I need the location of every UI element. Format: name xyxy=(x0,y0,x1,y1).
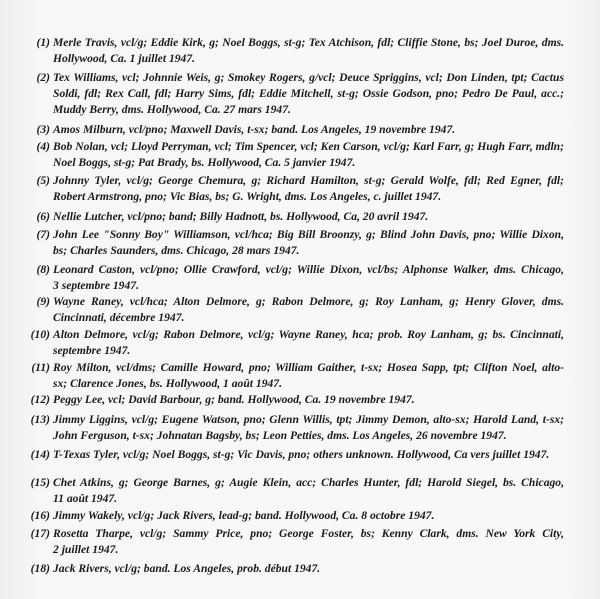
discography-entry xyxy=(26,412,564,444)
entry-number: (8) xyxy=(36,263,50,276)
entry-number: (14) xyxy=(30,448,50,461)
entry-number: (12) xyxy=(30,393,50,406)
entry-line: Robert Armstrong, pno; Vic Bias, bs; G. Wright, dms. Los Angeles, c. juillet 1947. xyxy=(53,190,442,203)
entry-text xyxy=(53,508,564,524)
entry-number: (3) xyxy=(36,123,50,136)
discography-entry xyxy=(26,508,564,524)
entry-line: Tex Williams, vcl; Johnnie Weis, g; Smokey Rogers, g/vcl; Deuce Spriggins, vcl; Don Linden, tpt; Cactus xyxy=(53,71,564,84)
discography-entry xyxy=(26,139,564,171)
entry-text xyxy=(53,227,564,259)
entry-line: Roy Milton, vcl/dms; Camille Howard, pno; William Gaither, t-sx; Hosea Sapp, tpt; Clifton Noel, alto- xyxy=(53,361,564,374)
entry-text xyxy=(53,173,564,205)
entry-line: bs; Charles Saunders, dms. Chicago, 28 mars 1947. xyxy=(53,244,300,257)
entry-line: 3 septembre 1947. xyxy=(53,279,139,292)
entry-line: Hollywood, Ca. 1 juillet 1947. xyxy=(53,52,196,65)
entry-line: Soldi, fdl; Rex Call, fdl; Harry Sims, fdl; Eddie Mitchell, st-g; Ossie Godson, pno; Pedro De Paul, acc.; xyxy=(53,87,564,100)
entry-number: (17) xyxy=(30,527,50,540)
entry-line: Rosetta Tharpe, vcl/g; Sammy Price, pno; George Foster, bs; Kenny Clark, dms. New York City, xyxy=(53,527,564,540)
discography-entry xyxy=(26,173,564,205)
entry-line: 11 août 1947. xyxy=(53,492,118,505)
entry-text xyxy=(53,475,564,507)
entry-text xyxy=(53,70,564,118)
discography-entry xyxy=(26,360,564,392)
entry-line: septembre 1947. xyxy=(53,344,131,357)
discography-entry xyxy=(26,35,564,67)
entry-number: (5) xyxy=(36,174,50,187)
entry-line: Bob Nolan, vcl; Lloyd Perryman, vcl; Tim Spencer, vcl; Ken Carson, vcl/g; Karl Farr, g; Hugh Farr, mdln; xyxy=(53,140,564,153)
entry-number: (16) xyxy=(30,509,50,522)
discography-entry xyxy=(26,475,564,507)
discography-entry xyxy=(26,392,564,408)
entry-text xyxy=(53,447,564,463)
discography-entry xyxy=(26,327,564,359)
discography-entry xyxy=(26,447,564,463)
entry-line: Jimmy Liggins, vcl/g; Eugene Watson, pno; Glenn Willis, tpt; Jimmy Demon, alto-sx; Harold Land, t-sx; xyxy=(53,413,564,426)
entry-line: Leonard Caston, vcl/pno; Ollie Crawford, vcl/g; Willie Dixon, vcl/bs; Alphonse Walker, dms. Chicago, xyxy=(53,263,564,276)
entry-text xyxy=(53,412,564,444)
entry-number: (18) xyxy=(30,562,50,575)
entry-number: (13) xyxy=(30,413,50,426)
entry-line: Alton Delmore, vcl/g; Rabon Delmore, vcl/g; Wayne Raney, hca; prob. Roy Lanham, g; bs. Cincinnati, xyxy=(53,328,564,341)
discography-entry xyxy=(26,262,564,294)
entry-number: (6) xyxy=(36,210,50,223)
entry-line: sx; Clarence Jones, bs. Hollywood, 1 août 1947. xyxy=(53,377,282,390)
discography-entry xyxy=(26,70,564,118)
entry-line: T-Texas Tyler, vcl/g; Noel Boggs, st-g; Vic Davis, pno; others unknown. Hollywood, Ca vers juillet 1947. xyxy=(53,448,550,461)
entry-line: Jack Rivers, vcl/g; band. Los Angeles, prob. début 1947. xyxy=(53,562,321,575)
entry-line: Nellie Lutcher, vcl/pno; band; Billy Hadnott, bs. Hollywood, Ca, 20 avril 1947. xyxy=(53,210,429,223)
discography-entry xyxy=(26,209,564,225)
entry-number: (9) xyxy=(36,295,50,308)
entry-text xyxy=(53,327,564,359)
entry-text xyxy=(53,561,564,577)
entry-number: (11) xyxy=(31,361,50,374)
discography-entry xyxy=(26,561,564,577)
entry-line: Jimmy Wakely, vcl/g; Jack Rivers, lead-g; band. Hollywood, Ca. 8 octobre 1947. xyxy=(53,509,435,522)
entry-text xyxy=(53,526,564,558)
discography-entry xyxy=(26,122,564,138)
entry-line: 2 juillet 1947. xyxy=(53,543,119,556)
entry-line: Merle Travis, vcl/g; Eddie Kirk, g; Noel Boggs, st-g; Tex Atchison, fdl; Cliffie Stone, bs; Joel Duroe, dms. xyxy=(53,36,564,49)
entry-number: (10) xyxy=(30,328,50,341)
entry-line: Amos Milburn, vcl/pno; Maxwell Davis, t-sx; band. Los Angeles, 19 novembre 1947. xyxy=(53,123,456,136)
entry-line: Noel Boggs, st-g; Pat Brady, bs. Hollywood, Ca. 5 janvier 1947. xyxy=(53,156,356,169)
entry-number: (2) xyxy=(36,71,50,84)
entry-number: (15) xyxy=(30,476,50,489)
entry-line: John Lee "Sonny Boy" Williamson, vcl/hca; Big Bill Broonzy, g; Blind John Davis, pno; Willie Dixon, xyxy=(53,228,564,241)
entry-number: (7) xyxy=(36,228,50,241)
entry-text xyxy=(53,122,564,138)
entry-text xyxy=(53,294,564,326)
entry-line: Cincinnati, décembre 1947. xyxy=(53,311,185,324)
entry-line: Wayne Raney, vcl/hca; Alton Delmore, g; Rabon Delmore, g; Roy Lanham, g; Henry Glover, dms. xyxy=(53,295,564,308)
discography-entry xyxy=(26,294,564,326)
entry-text xyxy=(53,360,564,392)
entry-number: (1) xyxy=(36,36,50,49)
entry-text xyxy=(53,262,564,294)
entry-line: Johnny Tyler, vcl/g; George Chemura, g; Richard Hamilton, st-g; Gerald Wolfe, fdl; Red Egner, fdl; xyxy=(53,174,564,187)
discography-entry xyxy=(26,526,564,558)
entry-text xyxy=(53,392,564,408)
discography-entry xyxy=(26,227,564,259)
entry-line: Chet Atkins, g; George Barnes, g; Augie Klein, acc; Charles Hunter, fdl; Harold Siegel, bs. Chicago, xyxy=(53,476,564,489)
entry-number: (4) xyxy=(36,140,50,153)
entry-text xyxy=(53,209,564,225)
entry-line: John Ferguson, t-sx; Johnatan Bagsby, bs; Leon Petties, dms. Los Angeles, 26 novembre 1947. xyxy=(53,429,507,442)
entry-line: Muddy Berry, dms. Hollywood, Ca. 27 mars 1947. xyxy=(53,103,291,116)
entry-text xyxy=(53,139,564,171)
entry-line: Peggy Lee, vcl; David Barbour, g; band. Hollywood, Ca. 19 novembre 1947. xyxy=(53,393,415,406)
entry-text xyxy=(53,35,564,67)
